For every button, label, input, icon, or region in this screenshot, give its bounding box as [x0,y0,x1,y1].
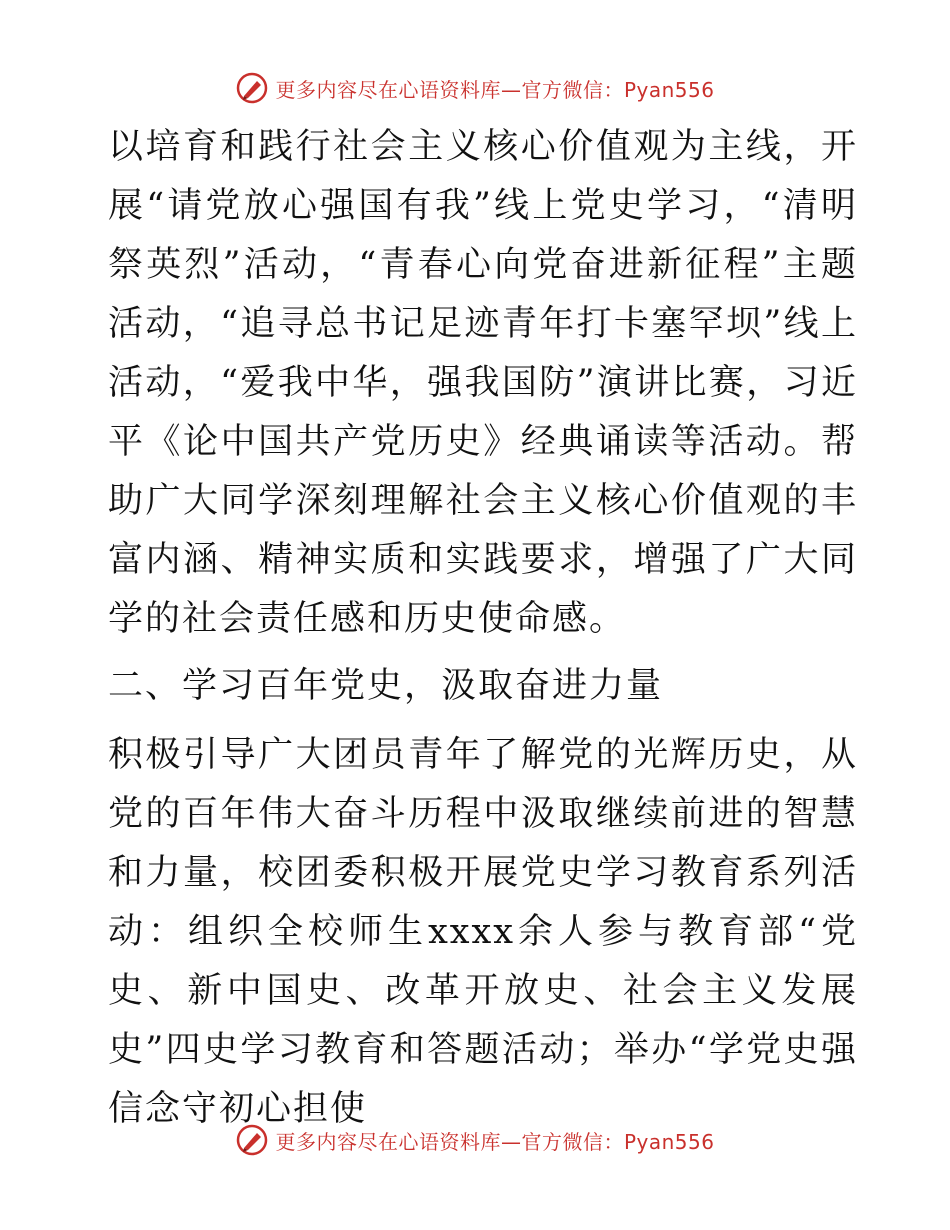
pen-nib-logo-icon [235,71,269,105]
paragraph-2: 积极引导广大团员青年了解党的光辉历史，从党的百年伟大奋斗历程中汲取继续前进的智慧和力量，校团委积极开展党史学习教育系列活动：组织全校师生xxxx余人参与教育部“党史、新中国史、改革开放史、社会主义发展史”四史学习教育和答题活动；举办“学党史强信念守初心担使 [108,735,858,1129]
footer-banner-text: 更多内容尽在心语资料库—官方微信：Pyan556 [275,1129,715,1154]
footer-banner [0,1118,950,1162]
section-heading: 二、学习百年党史，汲取奋进力量 [108,666,664,706]
pen-nib-logo-icon [235,1123,269,1157]
paragraph-1: 以培育和践行社会主义核心价值观为主线，开展“请党放心强国有我”线上党史学习，“清明祭英烈”活动，“青春心向党奋进新征程”主题活动，“追寻总书记足迹青年打卡塞罕坝”线上活动，“爱我中华，强我国防”演讲比赛，习近平《论中国共产党历史》经典诵读等活动。帮助广大同学深刻理解社会主义核心价值观的丰富内涵、精神实质和实践要求，增强了广大同学的社会责任感和历史使命感。 [108,127,858,639]
header-banner-text: 更多内容尽在心语资料库—官方微信：Pyan556 [275,77,715,102]
document-body [98,118,858,1139]
header-banner-inner [235,71,714,105]
header-banner [0,66,950,110]
footer-banner-inner [235,1123,714,1157]
